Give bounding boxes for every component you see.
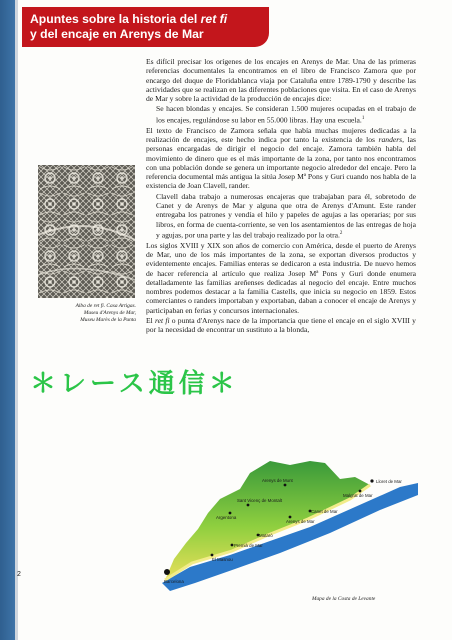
- map-caption: Mapa de la Costa de Levante: [312, 596, 376, 602]
- paragraph-2: El texto de Francisco de Zamora señala que había muchas mujeres dedicadas a la realización de encajes, este hecho indica por tanto la existencia de los randers, las personas encargadas de dirigir el negocio del encaje. Zamora también habla del movimiento de dinero que es el más importante de la zona, por tanto nos encontramos con una población donde se genera un importante negocio alrededor del encaje. Pero la referencia documental más antigua la sitúa Josep Mª Pons y Guri cuando nos habla de la existencia de Joan Clavell, rander.: [146, 125, 417, 191]
- watermark-text: ＊レース通信＊: [30, 369, 239, 399]
- quote-zamora: Se hacen blondas y encajes. Se consideran 1.500 mujeres ocupadas en el trabajo de los encajes, regulándose su labor en 55.000 libras. Hay una escuela.$^1$: [156, 104, 416, 125]
- town-label-sant-vicenc: Sant Vicenç de Montalt: [237, 498, 283, 503]
- town-dot-barcelona: [164, 569, 170, 575]
- article-column: [146, 57, 416, 335]
- paragraph-3: Los siglos XVIII y XIX son años de comercio con América, desde el puerto de Arenys de Mar, uno de los más importantes de la zona, se exportan diversos productos y evidentemente encajes. Familias enteras se dedicaron a esta industria. De nuevo hemos de hacer referencia al artículo que realiza Josep Mª Pons y Guri donde enumera detalladamente las familias areñenses dedicadas al negocio del encaje. Entre muchos nombres podemos destacar a la familia Castells, que inicia su negocio en 1859. Estos comerciantes o randers importaban y exportaban, daban a conocer el encaje de Arenys y participaban en ferias y concursos internacionales.: [146, 240, 416, 315]
- town-label-premia: Premià de Mar: [234, 543, 263, 548]
- town-dot-arenys-mar: [289, 516, 292, 519]
- quote-clavell: Clavell daba trabajo a numerosas encajeras que trabajaban para él, sobretodo de Canet y de Arenys de Mar y alguna que otra de Arenys d'Amunt. Este rander entregaba los patrones y vendía el hilo y papeles de agujas a las operarias; por sus libros, en forma de cuenta-corriente, se ven los asentamientos de las entregas de hoja y agujas, por una parte y las del trabajo realizado por la otra.$^2$: [156, 191, 416, 240]
- town-label-barcelona: Barcelona: [164, 579, 184, 584]
- chapter-title-line1: Apuntes sobre la historia del ret fi: [30, 12, 228, 26]
- town-label-lloret: Lloret de Mar: [376, 479, 402, 484]
- paragraph-1: Es difícil precisar los orígenes de los encajes en Arenys de Mar. Una de las primeras referencias documentales la encontramos en el libro de Francisco Zamora que por encargo del duque de Floridablanca viaja por Cataluña entre 1789-1790 y describe las actividades que se realizan en las diferentes poblaciones que visita. En el caso de Arenys de Mar y sobre la actividad de la producción de encajes dice:: [146, 57, 416, 104]
- chapter-title-box: [22, 7, 269, 47]
- lace-alb-photo: [38, 165, 135, 298]
- town-dot-sant-vicenc: [247, 504, 250, 507]
- town-label-canet: Canet de Mar: [311, 509, 338, 514]
- town-dot-premia: [231, 544, 234, 547]
- coast-map-drawing: [150, 455, 420, 595]
- page-number: 2: [17, 571, 21, 578]
- town-dot-arenys-munt: [284, 484, 287, 487]
- lace-pattern-image: [38, 165, 135, 298]
- town-label-arenys-munt: Arenys de Munt: [262, 478, 293, 483]
- town-label-malgrat: Malgrat de Mar: [343, 493, 373, 498]
- town-label-argentona: Argentona: [216, 515, 237, 520]
- page-side-band: [0, 0, 15, 640]
- town-label-arenys-mar: Arenys de Mar: [286, 519, 315, 524]
- chapter-title-line2: y del encaje en Arenys de Mar: [30, 27, 204, 41]
- town-dot-lloret: [370, 479, 373, 482]
- town-dot-malgrat: [359, 490, 362, 493]
- side-band-shadow: [15, 0, 18, 640]
- town-label-mataro: Mataró: [259, 533, 273, 538]
- town-dot-argentona: [229, 512, 232, 515]
- town-label-masnou: El Masnou: [212, 557, 233, 562]
- paragraph-4: El ret fi o punta d'Arenys nace de la importancia que tiene el encaje en el siglo XVIII y por la necesidad de encontrar un sustituto a la blonda,: [146, 316, 416, 335]
- photo-caption: Alba de ret fi. Casa Artigas. Museu d'Arenys de Mar, Museu Marès de la Punta: [75, 303, 136, 323]
- coast-map: [150, 455, 420, 595]
- town-dot-masnou: [211, 554, 214, 557]
